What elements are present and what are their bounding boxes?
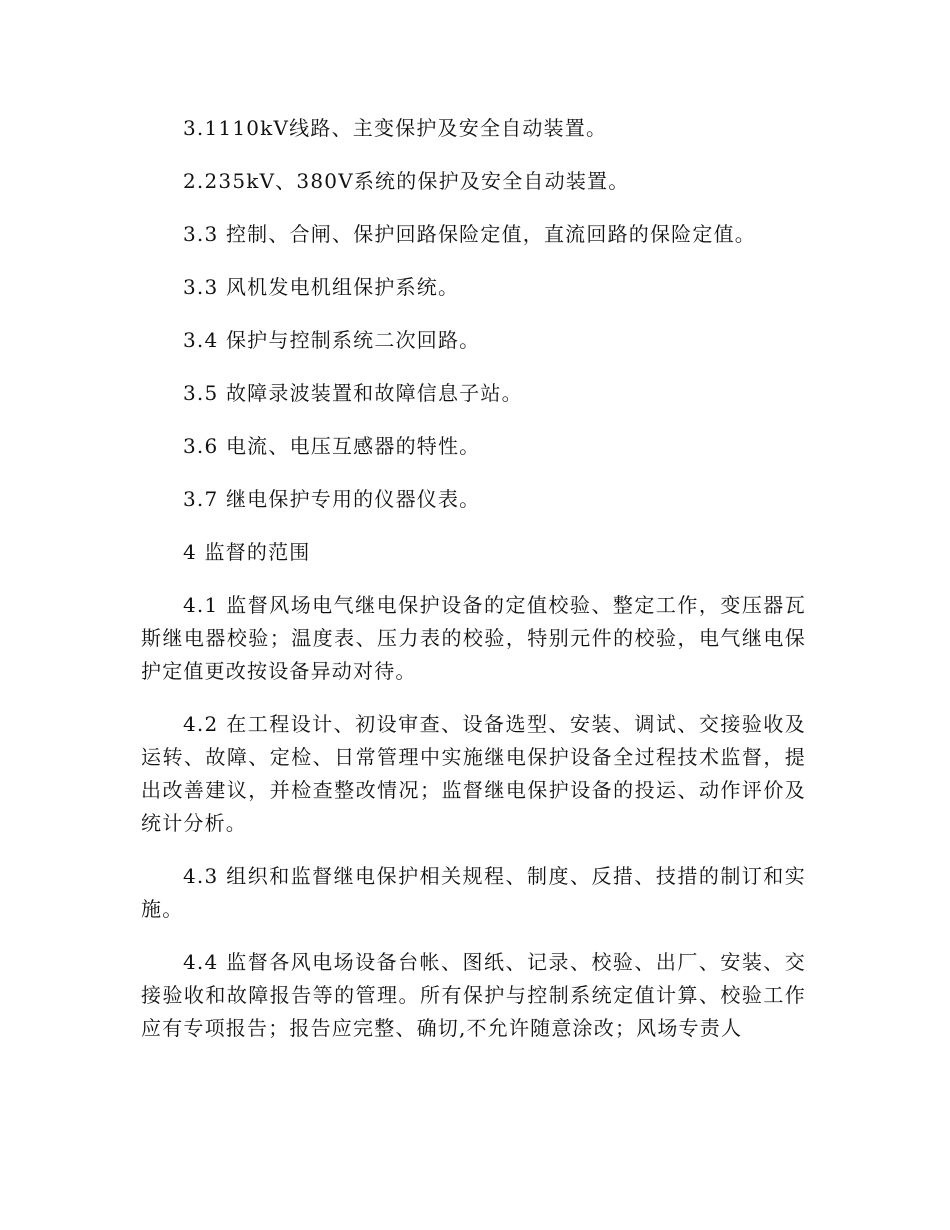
paragraph-3-2: 2.235kV、380V系统的保护及安全自动装置。 (183, 169, 630, 193)
paragraph-3-4: 3.4 保护与控制系统二次回路。 (183, 328, 481, 352)
paragraph-3-6: 3.6 电流、电压互感器的特性。 (183, 434, 481, 458)
paragraph-3-1: 3.1110kV线路、主变保护及安全自动装置。 (183, 116, 608, 140)
document-body (141, 112, 806, 1045)
paragraph-3-5: 3.5 故障录波装置和故障信息子站。 (183, 381, 523, 405)
paragraph-3-3-turbine: 3.3 风机发电机组保护系统。 (183, 275, 460, 299)
paragraph-3-3-control: 3.3 控制、合闸、保护回路保险定值，直流回路的保险定值。 (183, 222, 756, 246)
paragraph-4-3: 4.3 组织和监督继电保护相关规程、制度、反措、技措的制订和实施。 (141, 864, 806, 921)
section-heading-4: 4 监督的范围 (183, 540, 311, 564)
paragraph-4-4: 4.4 监督各风电场设备台帐、图纸、记录、校验、出厂、安装、交接验收和故障报告等的管理。所有保护与控制系统定值计算、校验工作应有专项报告；报告应完整、确切,不允许随意涂改；风场专责人 (141, 950, 806, 1040)
paragraph-3-7: 3.7 继电保护专用的仪器仪表。 (183, 487, 481, 511)
paragraph-4-2: 4.2 在工程设计、初设审查、设备选型、安装、调试、交接验收及运转、故障、定检、日常管理中实施继电保护设备全过程技术监督，提出改善建议，并检查整改情况；监督继电保护设备的投运、动作评价及统计分析。 (141, 712, 806, 835)
paragraph-4-1: 4.1 监督风场电气继电保护设备的定值校验、整定工作，变压器瓦斯继电器校验；温度表、压力表的校验，特别元件的校验，电气继电保护定值更改按设备异动对待。 (141, 593, 806, 683)
